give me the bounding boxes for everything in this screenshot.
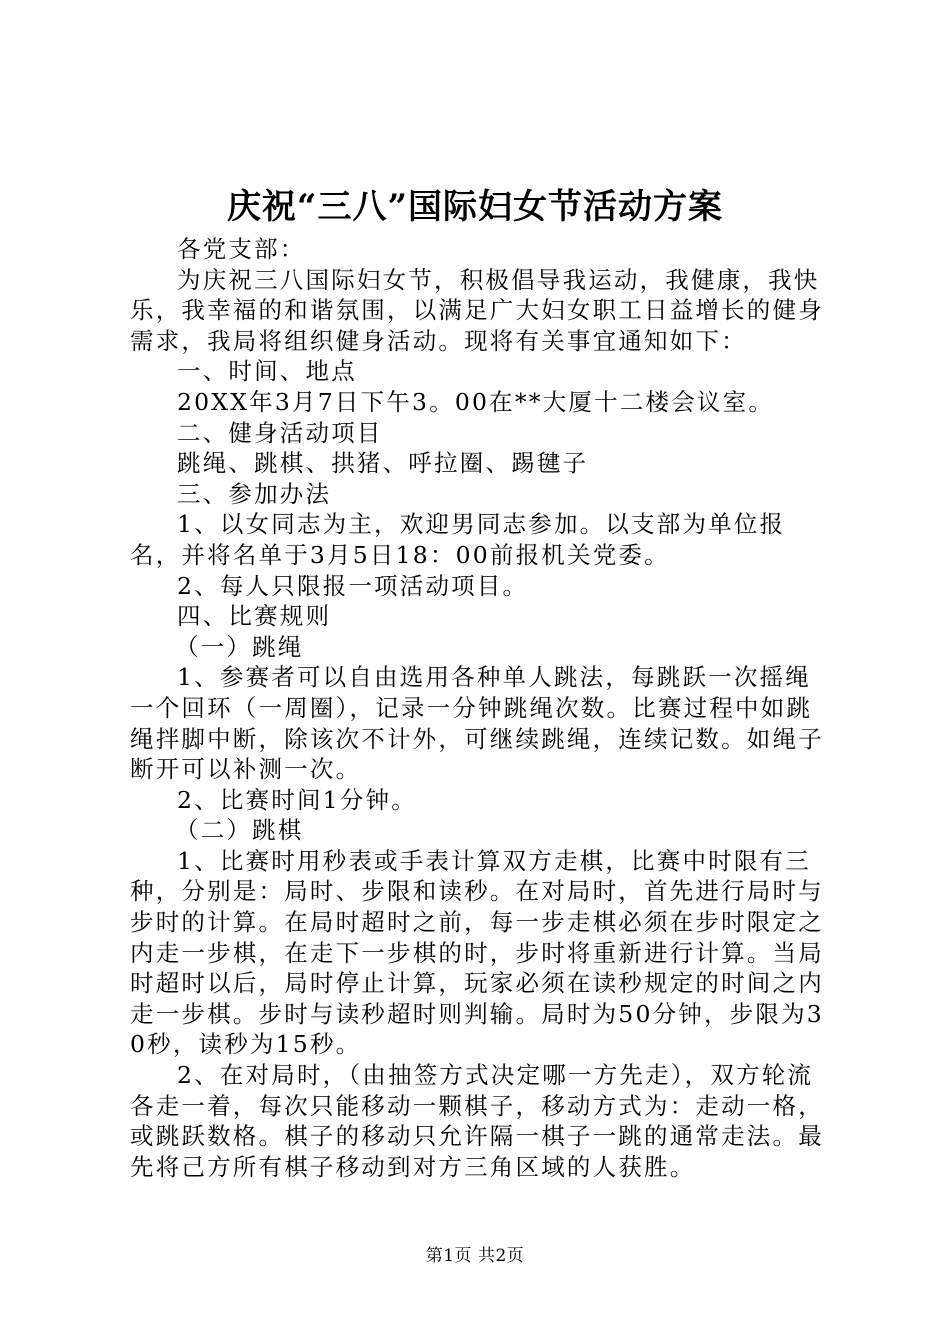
section-heading-participation: 三、参加办法: [177, 479, 332, 508]
participation-item-2: 2、每人只限报一项活动项目。: [177, 571, 529, 600]
section-heading-rules: 四、比赛规则: [177, 602, 332, 631]
section-heading-time-place: 一、时间、地点: [177, 357, 357, 386]
checkers-rule-2: 2、在对局时，（由抽签方式决定哪一方先走），双方轮流各走一着，每次只能移动一颗棋子，移动方式为：走动一格，或跳跃数格。棋子的移动只允许隔一棋子一跳的通常走法。最先将己方所有棋子移动到对方三角区域的人获胜。: [130, 1061, 824, 1181]
subheading-rope-skipping: （一）跳绳: [175, 632, 304, 661]
activities-paragraph: 跳绳、跳棋、拱猪、呼拉圈、踢毽子: [177, 449, 589, 478]
section-heading-activities: 二、健身活动项目: [177, 418, 383, 447]
document-body: [130, 234, 830, 1182]
document-title: 庆祝“三八”国际妇女节活动方案: [226, 187, 724, 227]
rope-skipping-rule-2: 2、比赛时间1分钟。: [177, 785, 417, 814]
salutation: 各党支部：: [177, 235, 306, 263]
page-footer: 第1页 共2页: [425, 1246, 525, 1266]
time-place-paragraph: 20XX年3月7日下午3。00在**大厦十二楼会议室。: [177, 387, 775, 416]
checkers-rule-1: 1、比赛时用秒表或手表计算双方走棋，比赛中时限有三种，分别是：局时、步限和读秒。在对局时，首先进行局时与步时的计算。在局时超时之前，每一步走棋必须在步时限定之内走一步棋，在走下一步棋的时，步时将重新进行计算。当局时超时以后，局时停止计算，玩家必须在读秒规定的时间之内走一步棋。步时与读秒超时则判输。局时为50分钟，步限为30秒，读秒为15秒。: [130, 846, 824, 1059]
subheading-checkers: （二）跳棋: [175, 816, 304, 845]
intro-paragraph: 为庆祝三八国际妇女节，积极倡导我运动，我健康，我快乐，我幸福的和谐氛围，以满足广大妇女职工日益增长的健身需求，我局将组织健身活动。现将有关事宜通知如下：: [130, 265, 824, 355]
participation-item-1: 1、以女同志为主，欢迎男同志参加。以支部为单位报名，并将名单于3月5日18：00前报机关党委。: [130, 510, 786, 569]
rope-skipping-rule-1: 1、参赛者可以自由选用各种单人跳法，每跳跃一次摇绳一个回环（一周圈），记录一分钟跳绳次数。比赛过程中如跳绳拌脚中断，除该次不计外，可继续跳绳，连续记数。如绳子断开可以补测一次。: [130, 663, 824, 784]
